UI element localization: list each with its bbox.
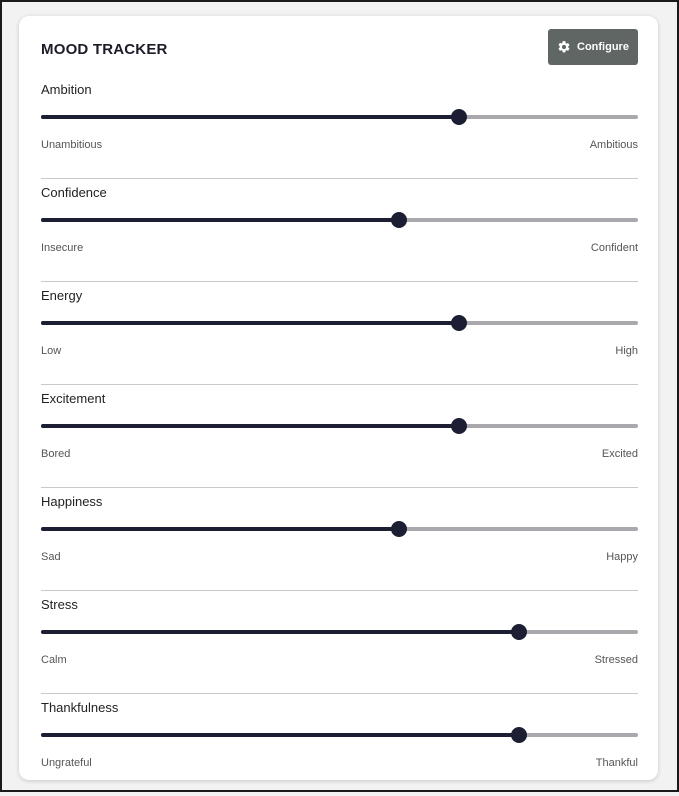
tracker-excitement xyxy=(41,385,638,488)
tracker-energy xyxy=(41,282,638,385)
slider-min-label: Sad xyxy=(41,551,61,563)
slider-fill xyxy=(41,630,519,634)
slider-max-label: Stressed xyxy=(594,654,638,666)
slider-min-label: Ungrateful xyxy=(41,757,92,769)
tracker-label: Stress xyxy=(41,597,78,612)
mood-slider[interactable] xyxy=(41,212,638,228)
tracker-stress xyxy=(41,591,638,694)
mood-slider[interactable] xyxy=(41,521,638,537)
slider-fill xyxy=(41,115,459,119)
gear-icon xyxy=(557,40,571,54)
slider-thumb[interactable] xyxy=(451,418,467,434)
slider-min-label: Bored xyxy=(41,448,71,460)
tracker-happiness xyxy=(41,488,638,591)
slider-min-label: Unambitious xyxy=(41,139,103,151)
slider-min-label: Insecure xyxy=(41,242,84,254)
slider-fill xyxy=(41,527,399,531)
tracker-confidence xyxy=(41,179,638,282)
slider-thumb[interactable] xyxy=(451,315,467,331)
configure-button[interactable] xyxy=(548,29,638,65)
slider-thumb[interactable] xyxy=(511,727,527,743)
tracker-thankfulness xyxy=(41,694,638,796)
configure-button-label: Configure xyxy=(577,41,629,53)
slider-max-label: Thankful xyxy=(595,757,638,769)
tracker-label: Confidence xyxy=(41,185,107,200)
slider-thumb[interactable] xyxy=(451,109,467,125)
mood-slider[interactable] xyxy=(41,315,638,331)
tracker-label: Ambition xyxy=(41,82,92,97)
tracker-label: Excitement xyxy=(41,391,106,406)
slider-thumb[interactable] xyxy=(511,624,527,640)
slider-fill xyxy=(41,424,459,428)
slider-max-label: High xyxy=(615,345,638,357)
page-title: MOOD TRACKER xyxy=(41,41,168,58)
mood-slider[interactable] xyxy=(41,727,638,743)
card-header xyxy=(41,29,638,67)
slider-min-label: Calm xyxy=(41,654,67,666)
slider-max-label: Happy xyxy=(606,551,638,563)
slider-fill xyxy=(41,321,459,325)
slider-fill xyxy=(41,733,519,737)
tracker-label: Happiness xyxy=(41,494,103,509)
tracker-label: Thankfulness xyxy=(41,700,119,715)
tracker-list xyxy=(41,76,638,796)
mood-tracker-card xyxy=(19,16,658,780)
mood-slider[interactable] xyxy=(41,624,638,640)
tracker-ambition xyxy=(41,76,638,179)
slider-thumb[interactable] xyxy=(391,212,407,228)
slider-min-label: Low xyxy=(41,345,62,357)
slider-max-label: Confident xyxy=(590,242,638,254)
mood-slider[interactable] xyxy=(41,109,638,125)
slider-max-label: Excited xyxy=(601,448,638,460)
mood-slider[interactable] xyxy=(41,418,638,434)
slider-max-label: Ambitious xyxy=(589,139,638,151)
slider-fill xyxy=(41,218,399,222)
slider-thumb[interactable] xyxy=(391,521,407,537)
tracker-label: Energy xyxy=(41,288,83,303)
